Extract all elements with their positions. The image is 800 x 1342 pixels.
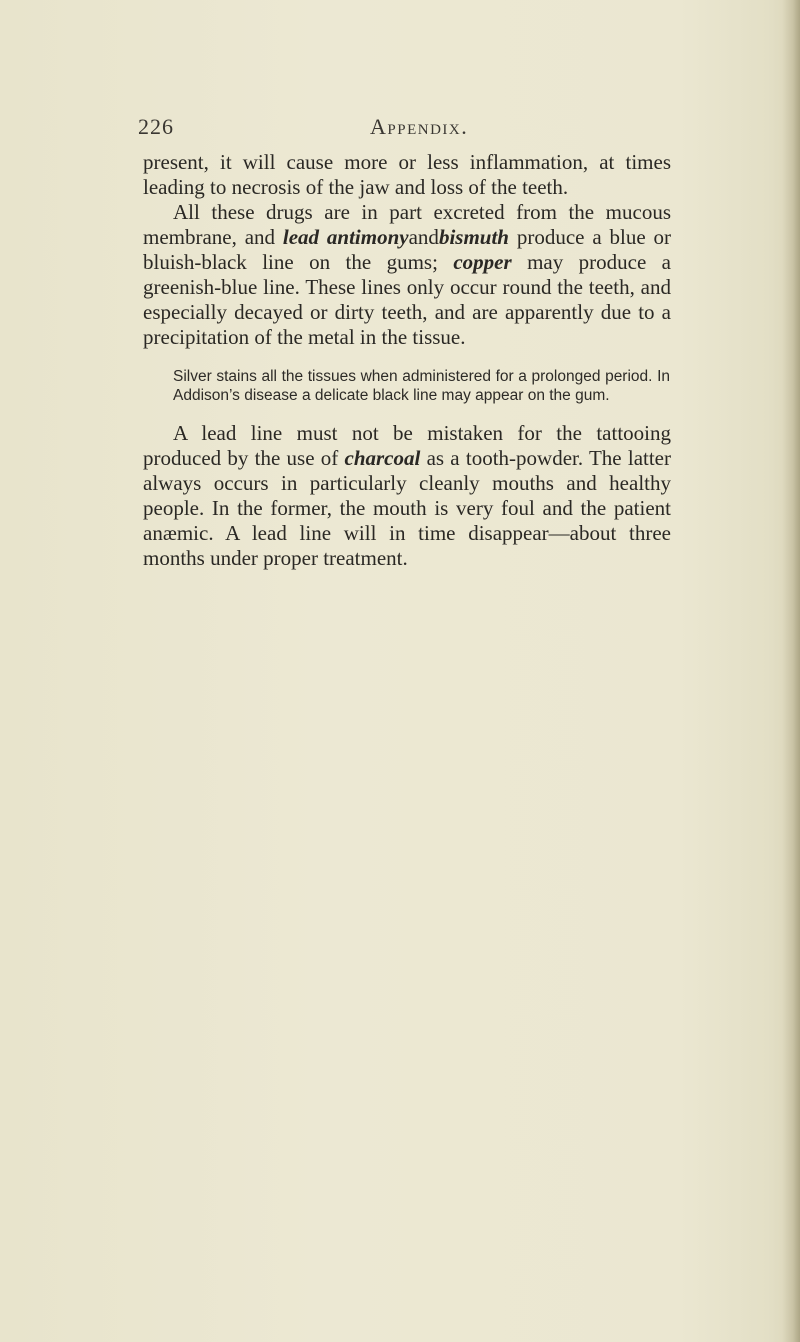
paragraph-2-text-d: may produce a greenish-blue line. These lines only occur round the teeth, and especially decayed or dirty teeth, and are apparently due to a precipitation of the metal in the tissue. <box>143 250 671 349</box>
paragraph-2-text-b: and <box>408 225 439 249</box>
term-lead-antimony: lead antimony <box>282 225 409 249</box>
running-title: Appendix. <box>370 114 469 139</box>
paragraph-3 <box>143 421 671 571</box>
paragraph-3-text-b: as a tooth-powder. The latter always occurs in particularly cleanly mouths and healthy people. In the former, the mouth is very foul and the patient anæmic. A lead line will in time disappear—about three months under proper treatment. <box>143 446 671 570</box>
page-edge-shadow <box>782 0 800 1342</box>
paragraph-2-text-a: All these drugs are in part excreted from the mucous membrane, and <box>143 200 671 249</box>
term-bismuth: bismuth <box>438 225 509 249</box>
small-print-note: Silver stains all the tissues when administered for a prolonged period. In Addison’s disease a delicate black line may appear on the gum. <box>173 368 670 404</box>
paragraph-3-text-a: A lead line must not be mistaken for the tattooing produced by the use of <box>143 421 671 470</box>
text-block <box>143 150 671 571</box>
term-charcoal: charcoal <box>344 446 421 470</box>
paragraph-2-text-c: produce a blue or bluish-black line on the gums; <box>143 225 671 274</box>
term-copper: copper <box>453 250 512 274</box>
page-number: 226 <box>138 114 174 139</box>
paragraph-2 <box>143 200 671 350</box>
paragraph-1: present, it will cause more or less inflammation, at times leading to necrosis of the jaw and loss of the teeth. <box>143 150 671 199</box>
running-head <box>0 114 800 144</box>
